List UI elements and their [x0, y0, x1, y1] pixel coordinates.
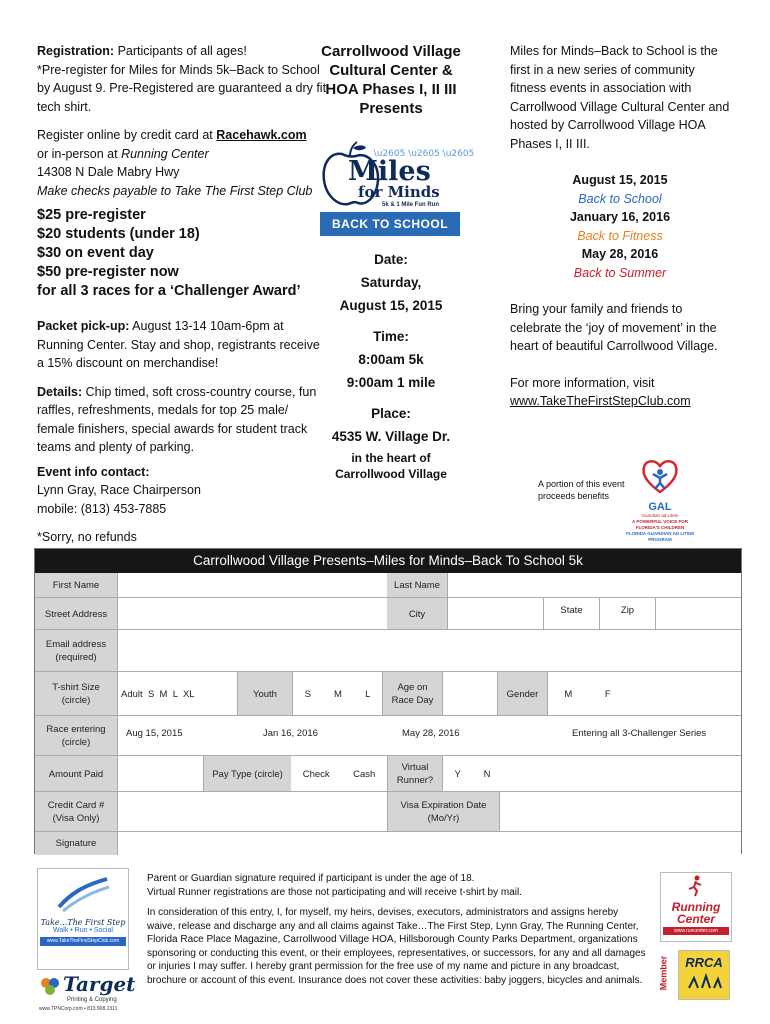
race-option-jan[interactable]: Jan 16, 2016 — [263, 728, 318, 739]
runner-icon — [686, 875, 706, 897]
website-link[interactable]: www.TakeTheFirstStepClub.com — [510, 394, 691, 408]
time-1mile: 9:00am 1 mile — [346, 375, 436, 390]
visa-exp-field[interactable] — [499, 792, 742, 832]
row-payment — [35, 755, 741, 792]
rc-line-2: Center — [676, 912, 715, 926]
date-1-name: Back to School — [578, 191, 662, 206]
rc-url: www.runcenter.com — [663, 927, 729, 935]
running-center-logo — [660, 872, 732, 942]
first-name-field[interactable] — [117, 573, 387, 597]
youth-m[interactable]: M — [334, 688, 342, 700]
race-option-aug[interactable]: Aug 15, 2015 — [126, 728, 183, 739]
adult-label: Adult — [121, 688, 143, 700]
tshirt-label — [35, 672, 117, 716]
card-label-1: Credit Card # — [47, 800, 105, 811]
gal-tag-5: PROGRAM — [648, 537, 672, 542]
age-field[interactable] — [442, 672, 497, 716]
tshirt-label-2: (circle) — [61, 695, 91, 706]
title-line-2: Cultural Center & — [329, 62, 453, 79]
target-sub: Printing & Copying — [67, 997, 117, 1003]
virtual-options[interactable] — [442, 756, 502, 792]
race-label-2: (circle) — [61, 737, 91, 748]
rrca-badge — [678, 950, 730, 1000]
place-address: 4535 W. Village Dr. — [331, 429, 451, 444]
inperson-prefix: or in-person at — [37, 146, 122, 161]
row-address — [35, 597, 741, 630]
rrca-member-logo — [660, 946, 732, 1002]
row-signature — [35, 831, 741, 855]
date-3: May 28, 2016 — [581, 247, 659, 261]
waiver-paragraph: In consideration of this entry, I, for myself, my heirs, devises, executors, administrators and assigns hereby waive, release and discharge any and all claims against Take…The First Step, Lynn Gray, The Running Center, Florida Race Place Magazine, Carrollwood Village HOA, Hillsborough County Parks Department, organizations sponsoring or conducting this event, or their employees, representatives, or successors, for any and all damages or injuries I may suffer. I hereby grant permission for the free use of my name and picture in any broadcast, brochure or account of this event. Insurance does not cover these activities: baby joggers, bicycles and animals. — [147, 907, 646, 986]
contact-mobile: mobile: (813) 453-7885 — [37, 501, 167, 516]
race-label-1: Race entering — [46, 724, 106, 735]
date-3-name: Back to Summer — [573, 265, 667, 280]
rc-line-1: Running — [671, 900, 721, 914]
last-name-field[interactable] — [447, 573, 742, 597]
price-students: $20 students (under 18) — [37, 226, 200, 242]
racehawk-link[interactable]: Racehawk.com — [216, 128, 307, 142]
email-label-1: Email address — [45, 639, 107, 650]
pay-cash[interactable]: Cash — [353, 768, 376, 780]
street-field[interactable] — [117, 598, 387, 630]
event-info — [298, 248, 484, 482]
target-printing-logo — [37, 972, 136, 1016]
ttfs-tagline: Walk • Run • Social — [53, 927, 113, 934]
date-day: Saturday, — [360, 275, 422, 290]
email-label — [35, 630, 117, 672]
contact-label: Event info contact: — [37, 464, 150, 479]
tshirt-label-1: T-shirt Size — [52, 682, 100, 693]
ttfs-name: Take...The First Step — [40, 918, 126, 927]
youth-s[interactable]: S — [304, 688, 311, 700]
portion-line-1: A portion of this event — [538, 479, 625, 489]
date-label: Date: — [374, 252, 408, 267]
take-the-first-step-logo — [37, 868, 129, 970]
visa-exp-label-2: (Mo/Yr) — [427, 813, 460, 824]
race-option-may[interactable]: May 28, 2016 — [402, 728, 460, 739]
target-url: www.TPNCorp.com • 813.908.1311 — [39, 1006, 118, 1012]
card-field[interactable] — [117, 792, 387, 832]
virtual-no[interactable]: N — [483, 768, 491, 780]
age-label-1: Age on — [397, 682, 428, 693]
shirt-extra — [627, 672, 742, 716]
gal-tag-1: Guardian ad Litem — [641, 513, 679, 518]
refund-note: *Sorry, no refunds — [37, 530, 137, 544]
email-field[interactable] — [117, 630, 742, 672]
title-line-3: HOA Phases I, II III — [325, 81, 457, 98]
series-intro: Miles for Minds–Back to School is the first in a new series of community fitness events in association with Carrollwood Village Cultural Center and hosted by Carrollwood Village HOA Phases I, II III. — [510, 44, 730, 151]
registration-form — [34, 548, 742, 854]
last-name-label: Last Name — [387, 573, 447, 597]
gender-m[interactable]: M — [564, 688, 573, 700]
gender-label: Gender — [497, 672, 547, 716]
waiver-text — [147, 872, 647, 987]
date-2: January 16, 2016 — [569, 210, 671, 224]
gal-tag-3: FLORIDA'S CHILDREN — [635, 525, 685, 530]
virtual-yes[interactable]: Y — [454, 768, 461, 780]
gal-text: GAL — [648, 501, 672, 513]
packet-text: August 13-14 10am-6pm at Running Center. Stay and shop, registrants receive a 15% discount on merchandise! — [37, 319, 320, 370]
svg-text:\u2605 \u2605 \u2605: \u2605 \u2605 \u2605 — [373, 149, 475, 159]
city-field[interactable] — [447, 598, 543, 630]
visa-exp-label — [387, 792, 499, 832]
zip-field[interactable] — [599, 598, 655, 630]
details-label: Details: — [37, 384, 83, 399]
logo-subtitle: 5k & 1 Mile Fun Run — [382, 202, 440, 208]
virtual-label-2: Runner? — [396, 775, 434, 786]
title-line-1: Carrollwood Village — [321, 43, 461, 60]
date-1: August 15, 2015 — [572, 173, 668, 187]
gender-options[interactable] — [547, 672, 627, 716]
back-to-school-banner: BACK TO SCHOOL — [320, 212, 460, 236]
row-race — [35, 715, 741, 756]
target-name: Target — [63, 972, 136, 996]
virtual-label-1: Virtual — [401, 762, 429, 773]
first-name-label: First Name — [35, 573, 117, 597]
ttfs-url: www.TakeTheFirstStepClub.com — [40, 937, 126, 946]
card-label — [35, 792, 117, 832]
rrca-text: RRCA — [685, 955, 723, 970]
registration-text: Participants of all ages! — [114, 44, 247, 58]
gender-f[interactable]: F — [604, 688, 611, 700]
amount-label: Amount Paid — [35, 756, 117, 792]
price-event-day: $30 on event day — [37, 245, 154, 261]
row-names — [35, 573, 741, 597]
street-label: Street Address — [35, 598, 117, 630]
more-info: For more information, visit — [510, 375, 655, 390]
contact-name: Lynn Gray, Race Chairperson — [37, 483, 201, 497]
runner-swoosh-icon — [53, 873, 113, 913]
member-label: Member — [658, 955, 669, 991]
race-option-all[interactable]: Entering all 3-Challenger Series — [572, 728, 707, 739]
running-center-name: Running Center — [121, 146, 209, 161]
store-address: 14308 N Dale Mabry Hwy — [37, 165, 180, 179]
youth-size-options[interactable] — [292, 672, 382, 716]
age-label-2: Race Day — [391, 695, 434, 706]
row-card — [35, 791, 741, 832]
price-challenger: for all 3 races for a ‘Challenger Award’ — [37, 283, 301, 299]
date-2-name: Back to Fitness — [577, 228, 663, 243]
paytype-label: Pay Type (circle) — [203, 756, 291, 792]
youth-label: Youth — [237, 672, 292, 716]
amount-field[interactable] — [117, 756, 203, 792]
card-label-2: (Visa Only) — [52, 813, 100, 824]
portion-line-2: proceeds benefits — [538, 491, 610, 501]
state-label: State — [560, 605, 583, 616]
place-label: Place: — [371, 406, 411, 421]
city-label: City — [387, 598, 447, 630]
signature-field[interactable] — [117, 832, 742, 855]
target-flower-icon — [39, 976, 61, 996]
preregister-note: *Pre-register for Miles for Minds 5k–Back to School by August 9. Pre-Registered are guaranteed a dry fit tech shirt. — [37, 62, 327, 114]
checks-payable: Make checks payable to Take The First Step Club — [37, 183, 313, 198]
details-text: Chip timed, soft cross-country course, fun raffles, refreshments, medals for top 25 male/ female finishers, special awards for student track teams and plenty of parking. — [37, 384, 317, 454]
payment-extra — [502, 756, 742, 792]
adult-size-options[interactable] — [117, 672, 237, 716]
gal-tag-2: A POWERFUL VOICE FOR — [631, 519, 688, 524]
logo-miles: Miles — [348, 156, 431, 187]
row-email — [35, 629, 741, 672]
center-title — [298, 42, 484, 118]
portion-note — [538, 478, 625, 502]
form-header: Carrollwood Village Presents–Miles for Minds–Back To School 5k — [35, 549, 741, 573]
zip-label: Zip — [620, 605, 635, 616]
race-label — [35, 716, 117, 756]
pay-check[interactable]: Check — [302, 768, 330, 780]
registration-label: Registration: — [37, 44, 115, 58]
packet-label: Packet pick-up: — [37, 319, 130, 333]
right-column — [510, 42, 730, 411]
date-full: August 15, 2015 — [339, 298, 443, 313]
time-label: Time: — [373, 329, 409, 344]
price-preregister: $25 pre-register — [37, 207, 146, 223]
online-prefix: Register online by credit card at — [37, 128, 217, 142]
price-all-races: $50 pre-register now — [37, 264, 179, 280]
place-note-1: in the heart of — [351, 451, 431, 465]
time-5k: 8:00am 5k — [358, 352, 424, 367]
series-dates — [510, 171, 730, 282]
row-shirt — [35, 671, 741, 716]
logo-for-minds: for Minds — [358, 183, 440, 201]
virtual-note: Virtual Runner registrations are those not participating and will receive t-shirt by mail. — [147, 886, 522, 898]
adult-sizes: S M L XL — [147, 688, 195, 700]
email-label-2: (required) — [55, 652, 97, 663]
title-line-4: Presents — [359, 100, 423, 117]
zip-extra — [655, 598, 742, 630]
bring-family: Bring your family and friends to celebrate the ‘joy of movement’ in the heart of beautiful Carrollwood Village. — [510, 302, 718, 353]
state-field[interactable] — [543, 598, 599, 630]
rrca-runners-icon — [684, 970, 724, 990]
youth-l[interactable]: L — [365, 688, 371, 700]
age-label — [382, 672, 442, 716]
visa-exp-label-1: Visa Expiration Date — [400, 800, 487, 811]
heart-person-icon — [640, 456, 680, 496]
place-note-2: Carrollwood Village — [335, 467, 447, 481]
gal-tag-4: FLORIDA GUARDIAN AD LITEM — [626, 531, 694, 536]
virtual-label — [387, 756, 442, 792]
paytype-options[interactable] — [291, 756, 387, 792]
guardian-note: Parent or Guardian signature required if participant is under the age of 18. — [147, 873, 475, 884]
gal-logo — [620, 456, 700, 542]
signature-label: Signature — [35, 832, 117, 855]
left-column — [37, 42, 327, 547]
